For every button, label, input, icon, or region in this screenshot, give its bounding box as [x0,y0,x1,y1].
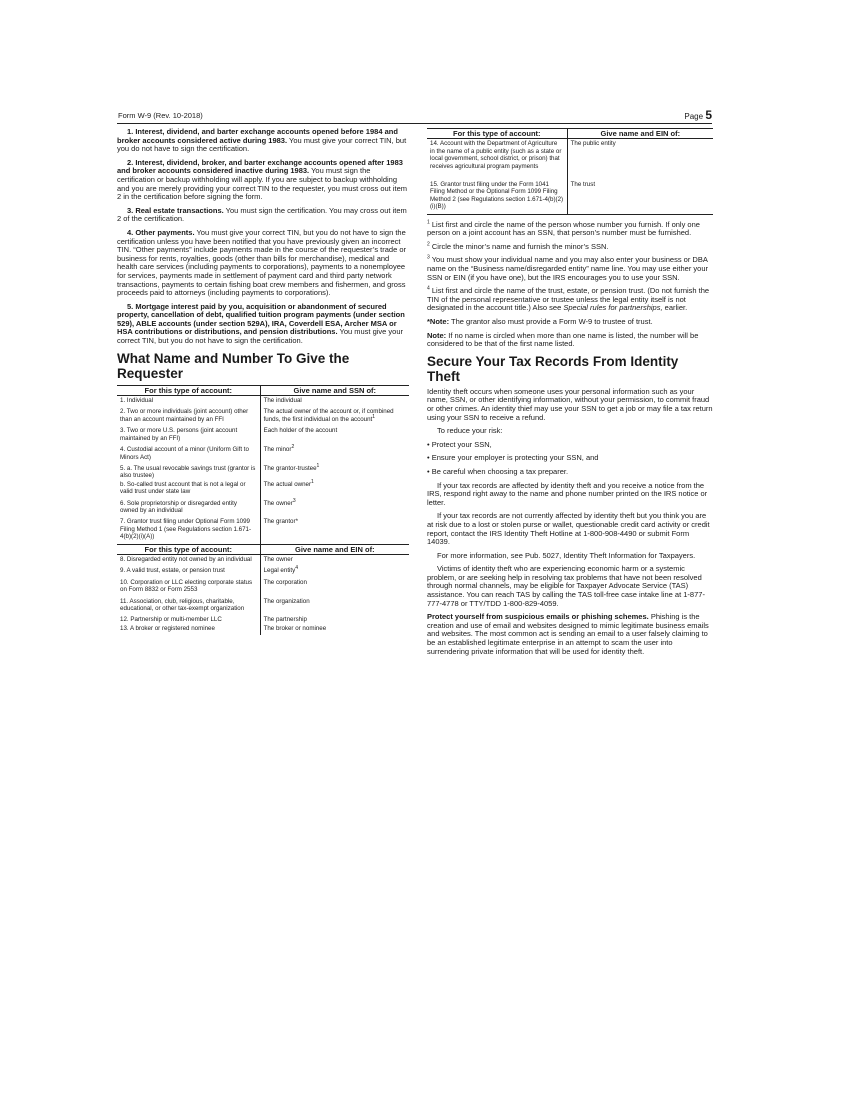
table-row: 9. A valid trust, estate, or pension trust Legal entity$^4$ [117,566,409,577]
header-rule [117,123,712,124]
list-item: • Protect your SSN, [427,439,492,449]
paragraph-tas: Victims of identity theft who are experiencing economic harm or a systemic problem, or are seeking help in resolving tax problems that have not been resolved through normal channels, may be eligible for Taxpayer Advocate Service (TAS) assistance. You can reach TAS by calling the TAS toll-free case intake line at 1-877-777-4778 or TTY/TDD 1-800-829-4059. [427,564,705,608]
table-row: 10. Corporation or LLC electing corporate status on Form 8832 or Form 2553 The corporation [117,578,409,597]
table-row: 1. Individual The individual [117,396,409,408]
paragraph-pub-5027: For more information, see Pub. 5027, Identity Theft Information for Taxpayers. [437,550,696,560]
table-header-account: For this type of account: [427,129,567,139]
table-row: b. So-called trust account that is not a legal or valid trust under state law The actual owner$^1$ [117,480,409,499]
section-heading-identity-theft: Secure Your Tax Records From Identity Theft [427,353,679,384]
table-row: 7. Grantor trust filing under Optional Form 1099 Filing Method 1 (see Regulations section 1.671-4(b)(2)(i)(A)) The grantor* [117,517,409,543]
table-row: 3. Two or more U.S. persons (joint account maintained by an FFI) Each holder of the account [117,426,409,445]
paragraph-phishing: Protect yourself from suspicious emails or phishing schemes. Phishing is the creation and use of email and websites designed to mimic legitimate business emails and websites. The most common act is sending an email to a user falsely claiming to be an established legitimate enterprise in an attempt to scam the user into surrendering private information that will be used for identity theft. [427,612,709,656]
table-row: 6. Sole proprietorship or disregarded entity owned by an individual The owner$^3$ [117,499,409,518]
footnote-1: $^1$ List first and circle the name of the person whose number you furnish. If only one person on a joint account has an SSN, that person’s number must be furnished. [427,219,700,238]
footnote-3: $^3$ You must show your individual name and you may also enter your business or DBA name on the “Business name/disregarded entity” name line. You may use either your SSN or EIN (if you have one), but the IRS encourages you to use your SSN. [427,254,708,282]
paragraph-1: 1. Interest, dividend, and barter exchange accounts opened before 1984 and broker accounts considered active during 1983. You must give your correct TIN, but you do not have to sign the certification. [117,127,407,154]
paragraph-2: 2. Interest, dividend, broker, and barter exchange accounts opened after 1983 and broker accounts considered inactive during 1983. You must sign the certification or backup withholding will apply. If you are subject to backup withholding and you are merely providing your correct TIN to the requester, you must cross out item 2 in the certification before signing the form. [117,157,407,202]
footnote-2: $^2$ Circle the minor’s name and furnish the minor’s SSN. [427,241,609,251]
paragraph-5: 5. Mortgage interest paid by you, acquisition or abandonment of secured property, cancellation of debt, qualified tuition program payments (under section 529), ABLE accounts (under section 529A), IRA, Coverdell ESA, Archer MSA or HSA contributions or distributions, and pension distributions. You must give your correct TIN, but you do not have to sign the certification. [117,301,405,346]
account-table-ssn [117,385,409,544]
table-header-ein: Give name and EIN of: [260,544,409,554]
identity-theft-intro: Identity theft occurs when someone uses your personal information such as your name, SSN, or other identifying information, without your permission, to commit fraud or other crimes. An identity thief may use your SSN to get a job or may file a tax return using your SSN to receive a refund. [427,386,713,422]
form-revision: Form W-9 (Rev. 10-2018) [118,111,203,120]
table-header-ein: Give name and EIN of: [567,129,713,139]
page-number: Page 5 [684,108,712,122]
reduce-risk-label: To reduce your risk: [437,426,503,436]
paragraph-irs-notice: If your tax records are affected by identity theft and you receive a notice from the IRS, respond right away to the name and phone number printed on the IRS notice or letter. [427,480,708,507]
section-heading-name-number: What Name and Number To Give the Requester [117,350,350,381]
table-row: 11. Association, club, religious, charitable, educational, or other tax-exempt organization The organization [117,597,409,616]
list-item: • Ensure your employer is protecting your SSN, and [427,453,599,463]
table-row: 5. a. The usual revocable savings trust (grantor is also trustee) The grantor-trustee$^1$ [117,464,409,480]
paragraph-3: 3. Real estate transactions. You must sign the certification. You may cross out item 2 of the certification. [117,205,407,224]
table-header-ssn: Give name and SSN of: [260,385,409,395]
note-grantor: *Note: The grantor also must provide a Form W-9 to trustee of trust. [427,317,653,326]
table-row: 14. Account with the Department of Agriculture in the name of a public entity (such as a state or local government, school district, or prison) that receives agricultural program payments The public entity [427,139,713,180]
left-column [117,128,409,635]
table-header-account: For this type of account: [117,385,260,395]
table-row: 15. Grantor trust filing under the Form 1041 Filing Method or the Optional Form 1099 Filing Method 2 (see Regulations section 1.671-4(b)(2)(i)(B)) The trust [427,180,713,214]
footnote-4: $^4$ List first and circle the name of the trust, estate, or pension trust. (Do not furnish the TIN of the personal representative or trustee unless the legal entity itself is not designated in the account title.) Also see Special rules for partnerships, earlier. [427,285,710,313]
table-row: 4. Custodial account of a minor (Uniform Gift to Minors Act) The minor$^2$ [117,445,409,464]
right-column [427,128,713,661]
account-table-ein [117,544,409,636]
paragraph-4: 4. Other payments. You must give your correct TIN, but you do not have to sign the certification unless you have been notified that you have previously given an incorrect TIN. “Other payments” include payments made in the course of the requester’s trade or business for rents, royalties, goods (other than bills for merchandise), medical and health care services (including payments to corporations), payments to a nonemployee for services, payments made in settlement of payment card and third party network transactions, payments to certain fishing boat crew members and fishermen, and gross proceeds paid to attorneys (including payments to corporations). [117,227,407,298]
table-row: 13. A broker or registered nominee The broker or nominee [117,624,409,635]
table-row: 12. Partnership or multi-member LLC The partnership [117,615,409,623]
table-row: 8. Disregarded entity not owned by an individual The owner [117,554,409,566]
table-header-account: For this type of account: [117,544,260,554]
account-table-ein-continued [427,128,713,215]
table-row: 2. Two or more individuals (joint account) other than an account maintained by an FFI The actual owner of the account or, if combined funds, the first individual on the account$^1$ [117,407,409,426]
paragraph-hotline: If your tax records are not currently affected by identity theft but you think you are at risk due to a lost or stolen purse or wallet, questionable credit card activity or credit report, contact the IRS Identity Theft Hotline at 1-800-908-4490 or submit Form 14039. [427,511,710,547]
list-item: • Be careful when choosing a tax preparer. [427,466,569,476]
note-circled: Note: If no name is circled when more than one name is listed, the number will be considered to be that of the first name listed. [427,330,699,349]
